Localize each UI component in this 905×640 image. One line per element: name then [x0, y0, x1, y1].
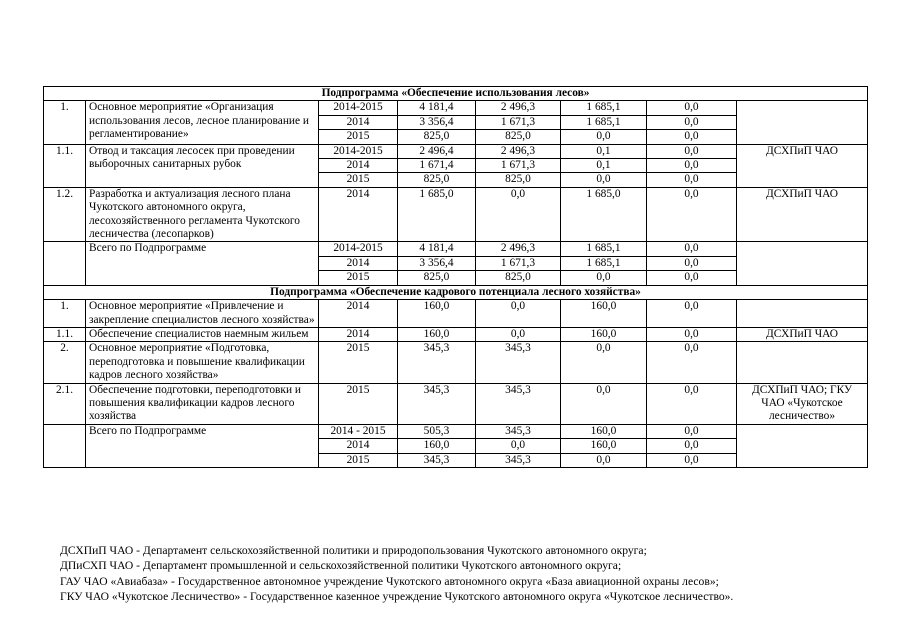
executor-cell: [737, 242, 868, 285]
row-number: [44, 242, 86, 285]
amount-cell: 160,0: [398, 327, 476, 341]
row-number: [44, 424, 86, 467]
amount-cell: 0,0: [561, 130, 647, 144]
executor-cell: [737, 300, 868, 328]
section-title: Подпрограмма «Обеспечение использования лесов»: [44, 87, 868, 101]
activity-name: Разработка и актуализация лесного плана Чукотского автономного округа, лесохозяйственного регламента Чукотского лесничества (лесопарков): [86, 187, 319, 242]
amount-cell: 0,0: [647, 327, 737, 341]
row-number: 2.1.: [44, 383, 86, 424]
amount-cell: 0,0: [647, 453, 737, 467]
amount-cell: 0,0: [647, 342, 737, 383]
period-cell: 2015: [319, 173, 398, 187]
amount-cell: 2 496,3: [476, 242, 561, 256]
amount-cell: 0,0: [561, 453, 647, 467]
amount-cell: 825,0: [398, 130, 476, 144]
period-cell: 2014: [319, 327, 398, 341]
amount-cell: 0,0: [476, 439, 561, 453]
amount-cell: 1 685,1: [561, 115, 647, 129]
amount-cell: 160,0: [561, 424, 647, 438]
activity-name: Основное мероприятие «Подготовка, переподготовка и повышение квалификации кадров лесного хозяйства»: [86, 342, 319, 383]
period-cell: 2014-2015: [319, 101, 398, 115]
period-cell: 2014: [319, 439, 398, 453]
row-number: 1.1.: [44, 327, 86, 341]
amount-cell: 0,0: [647, 242, 737, 256]
amount-cell: 0,0: [647, 271, 737, 285]
amount-cell: 1 671,3: [476, 256, 561, 270]
amount-cell: 160,0: [561, 300, 647, 328]
period-cell: 2014: [319, 256, 398, 270]
amount-cell: 345,3: [476, 453, 561, 467]
table-row: [44, 242, 868, 256]
amount-cell: 4 181,4: [398, 101, 476, 115]
period-cell: 2015: [319, 453, 398, 467]
legend-line: ДПиСХП ЧАО - Департамент промышленной и сельскохозяйственной политики Чукотского автономного округа;: [60, 559, 622, 573]
amount-cell: 0,0: [561, 271, 647, 285]
amount-cell: 825,0: [398, 271, 476, 285]
amount-cell: 0,0: [647, 115, 737, 129]
amount-cell: 3 356,4: [398, 115, 476, 129]
section-title: Подпрограмма «Обеспечение кадрового потенциала лесного хозяйства»: [44, 285, 868, 299]
legend-line: ДСХПиП ЧАО - Департамент сельскохозяйственной политики и природопользования Чукотского автономного округа;: [60, 544, 647, 557]
period-cell: 2015: [319, 342, 398, 383]
legend-line: ГКУ ЧАО «Чукотское Лесничество» - Государственное казенное учреждение Чукотского автономного округа «Чукотское лесничество».: [60, 590, 734, 604]
activity-name: Отвод и таксация лесосек при проведении выборочных санитарных рубок: [86, 144, 319, 187]
table-row: [44, 144, 868, 158]
amount-cell: 505,3: [398, 424, 476, 438]
amount-cell: 1 685,0: [398, 187, 476, 242]
amount-cell: 1 685,1: [561, 101, 647, 115]
executor-cell: ДСХПиП ЧАО: [737, 187, 868, 242]
table-row: [44, 342, 868, 383]
period-cell: 2014 - 2015: [319, 424, 398, 438]
period-cell: 2014-2015: [319, 144, 398, 158]
amount-cell: 160,0: [561, 327, 647, 341]
amount-cell: 0,0: [647, 144, 737, 158]
activity-name: Всего по Подпрограмме: [86, 424, 319, 467]
amount-cell: 345,3: [476, 342, 561, 383]
amount-cell: 0,0: [647, 383, 737, 424]
amount-cell: 825,0: [476, 271, 561, 285]
row-number: 1.: [44, 300, 86, 328]
amount-cell: 0,1: [561, 159, 647, 173]
amount-cell: 2 496,3: [476, 101, 561, 115]
amount-cell: 345,3: [398, 342, 476, 383]
amount-cell: 0,0: [647, 256, 737, 270]
period-cell: 2014: [319, 115, 398, 129]
abbreviations-legend: [60, 543, 890, 605]
amount-cell: 0,0: [561, 342, 647, 383]
amount-cell: 825,0: [476, 173, 561, 187]
amount-cell: 4 181,4: [398, 242, 476, 256]
amount-cell: 0,0: [647, 300, 737, 328]
amount-cell: 160,0: [398, 439, 476, 453]
activity-name: Основное мероприятие «Организация использования лесов, лесное планирование и регламентирование»: [86, 101, 319, 144]
period-cell: 2014-2015: [319, 242, 398, 256]
executor-cell: [737, 424, 868, 467]
executor-cell: ДСХПиП ЧАО; ГКУ ЧАО «Чукотское лесничество»: [737, 383, 868, 424]
executor-cell: [737, 101, 868, 144]
executor-cell: [737, 342, 868, 383]
activity-name: Обеспечение специалистов наемным жильем: [86, 327, 319, 341]
period-cell: 2015: [319, 271, 398, 285]
amount-cell: 345,3: [476, 383, 561, 424]
legend-line: ГАУ ЧАО «Авиабаза» - Государственное автономное учреждение Чукотского автономного округа «База авиационной охраны лесов»;: [60, 574, 719, 588]
executor-cell: ДСХПиП ЧАО: [737, 144, 868, 187]
period-cell: 2015: [319, 130, 398, 144]
amount-cell: 0,0: [476, 300, 561, 328]
table-row: [44, 187, 868, 242]
executor-cell: ДСХПиП ЧАО: [737, 327, 868, 341]
amount-cell: 0,0: [647, 439, 737, 453]
section-header-row: [44, 285, 868, 299]
row-number: 2.: [44, 342, 86, 383]
amount-cell: 0,0: [647, 173, 737, 187]
amount-cell: 2 496,4: [398, 144, 476, 158]
amount-cell: 0,0: [561, 383, 647, 424]
section-header-row: [44, 87, 868, 101]
amount-cell: 0,0: [561, 173, 647, 187]
amount-cell: 345,3: [398, 453, 476, 467]
row-number: 1.: [44, 101, 86, 144]
amount-cell: 345,3: [476, 424, 561, 438]
table-row: [44, 383, 868, 424]
period-cell: 2014: [319, 300, 398, 328]
activity-name: Всего по Подпрограмме: [86, 242, 319, 285]
row-number: 1.1.: [44, 144, 86, 187]
amount-cell: 345,3: [398, 383, 476, 424]
amount-cell: 0,0: [476, 327, 561, 341]
table-row: [44, 327, 868, 341]
activity-name: Обеспечение подготовки, переподготовки и повышения квалификации кадров лесного хозяйства: [86, 383, 319, 424]
amount-cell: 825,0: [398, 173, 476, 187]
amount-cell: 0,0: [647, 130, 737, 144]
amount-cell: 0,0: [476, 187, 561, 242]
amount-cell: 1 671,4: [398, 159, 476, 173]
activity-name: Основное мероприятие «Привлечение и закрепление специалистов лесного хозяйства»: [86, 300, 319, 328]
period-cell: 2015: [319, 383, 398, 424]
period-cell: 2014: [319, 187, 398, 242]
row-number: 1.2.: [44, 187, 86, 242]
amount-cell: 825,0: [476, 130, 561, 144]
amount-cell: 1 671,3: [476, 115, 561, 129]
document-page: [43, 86, 867, 468]
amount-cell: 1 685,0: [561, 187, 647, 242]
amount-cell: 3 356,4: [398, 256, 476, 270]
amount-cell: 0,0: [647, 187, 737, 242]
amount-cell: 1 685,1: [561, 256, 647, 270]
amount-cell: 1 685,1: [561, 242, 647, 256]
amount-cell: 0,0: [647, 424, 737, 438]
amount-cell: 0,0: [647, 159, 737, 173]
table-row: [44, 300, 868, 328]
amount-cell: 160,0: [398, 300, 476, 328]
amount-cell: 1 671,3: [476, 159, 561, 173]
table-row: [44, 424, 868, 438]
amount-cell: 0,1: [561, 144, 647, 158]
program-table: [43, 86, 868, 468]
table-row: [44, 101, 868, 115]
amount-cell: 0,0: [647, 101, 737, 115]
amount-cell: 2 496,3: [476, 144, 561, 158]
amount-cell: 160,0: [561, 439, 647, 453]
period-cell: 2014: [319, 159, 398, 173]
